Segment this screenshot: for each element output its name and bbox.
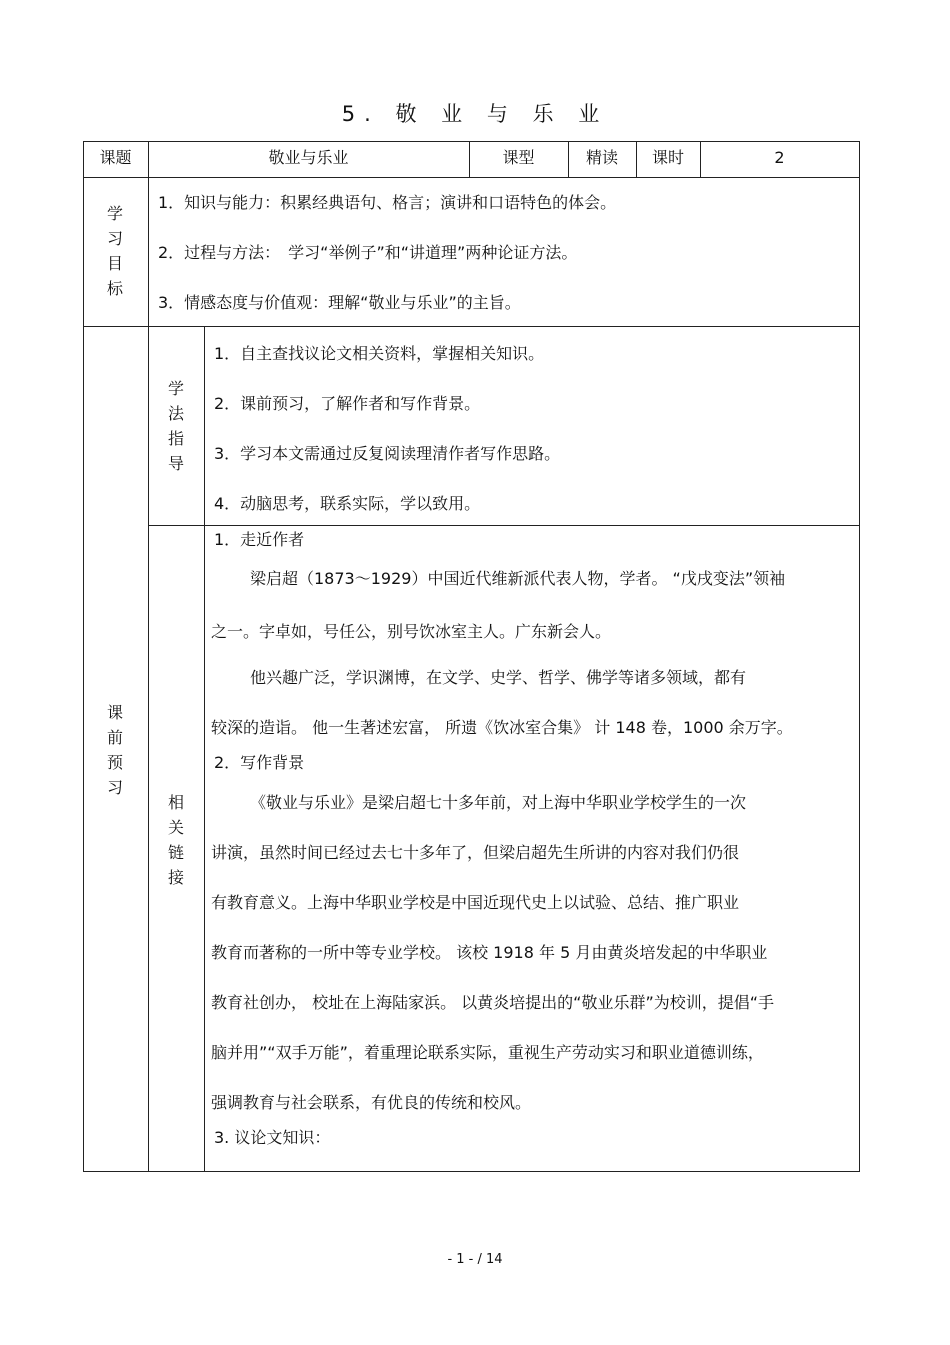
table-column-divider — [148, 141, 149, 1172]
table-inner-divider — [148, 525, 860, 526]
goal-item: 2．过程与方法： 学习“举例子”和“讲道理”两种论证方法。 — [158, 243, 578, 262]
goal-item: 1．知识与能力：积累经典语句、格言；演讲和口语特色的体会。 — [158, 193, 617, 212]
method-label: 学 法 指 导 — [167, 379, 184, 473]
topic-value: 敬业与乐业 — [268, 148, 349, 167]
label-topic: 课题 — [99, 148, 132, 167]
method-item: 1．自主查找议论文相关资料，掌握相关知识。 — [214, 344, 545, 363]
links-heading: 1．走近作者 — [214, 530, 305, 549]
table-row-divider — [83, 326, 860, 327]
links-label: 相 关 链 接 — [167, 793, 184, 887]
links-heading: 2．写作背景 — [214, 753, 305, 772]
label-hours: 课时 — [651, 148, 684, 167]
table-border-right — [859, 141, 860, 1172]
links-paragraph-line: 《敬业与乐业》是梁启超七十多年前，对上海中华职业学校学生的一次 — [250, 793, 747, 812]
table-row-divider — [83, 177, 860, 178]
links-heading: 3. 议论文知识： — [214, 1128, 331, 1147]
hours-value: 2 — [774, 148, 785, 167]
links-paragraph-line: 教育社创办， 校址在上海陆家浜。 以黄炎培提出的“敬业乐群”为校训，提倡“手 — [211, 993, 775, 1012]
links-paragraph-line: 脑并用”“双手万能”，着重理论联系实际，重视生产劳动实习和职业道德训练， — [211, 1043, 764, 1062]
type-value: 精读 — [585, 148, 618, 167]
table-border-bottom — [83, 1171, 860, 1172]
links-paragraph-line: 教育而著称的一所中等专业学校。 该校 1918 年 5 月由黄炎培发起的中华职业 — [211, 943, 768, 962]
page-number: - 1 - / 14 — [447, 1252, 503, 1267]
links-paragraph-line: 较深的造诣。 他一生著述宏富， 所遗《饮冰室合集》 计 148 卷，1000 余万字。 — [211, 718, 793, 737]
page-title: 5. 敬 业 与 乐 业 — [341, 102, 609, 126]
table-column-divider — [204, 326, 205, 1172]
label-type: 课型 — [502, 148, 535, 167]
method-item: 3．学习本文需通过反复阅读理清作者写作思路。 — [214, 444, 561, 463]
links-paragraph-line: 强调教育与社会联系，有优良的传统和校风。 — [211, 1093, 532, 1112]
table-border-left — [83, 141, 84, 1172]
method-item: 4．动脑思考，联系实际，学以致用。 — [214, 494, 481, 513]
links-paragraph-line: 他兴趣广泛，学识渊博，在文学、史学、哲学、佛学等诸多领域，都有 — [250, 668, 747, 687]
preview-label: 课 前 预 习 — [106, 703, 123, 797]
goal-item: 3．情感态度与价值观：理解“敬业与乐业”的主旨。 — [158, 293, 521, 312]
table-border-top — [83, 141, 860, 142]
links-paragraph-line: 有教育意义。上海中华职业学校是中国近现代史上以试验、总结、推广职业 — [211, 893, 740, 912]
links-paragraph-line: 讲演，虽然时间已经过去七十多年了，但梁启超先生所讲的内容对我们仍很 — [211, 843, 740, 862]
links-paragraph-line: 之一。字卓如，号任公，别号饮冰室主人。广东新会人。 — [211, 622, 612, 641]
goals-label: 学 习 目 标 — [106, 204, 123, 298]
links-paragraph-line: 梁启超（1873～1929）中国近代维新派代表人物，学者。 “戊戌变法”领袖 — [250, 569, 786, 588]
method-item: 2．课前预习，了解作者和写作背景。 — [214, 394, 481, 413]
